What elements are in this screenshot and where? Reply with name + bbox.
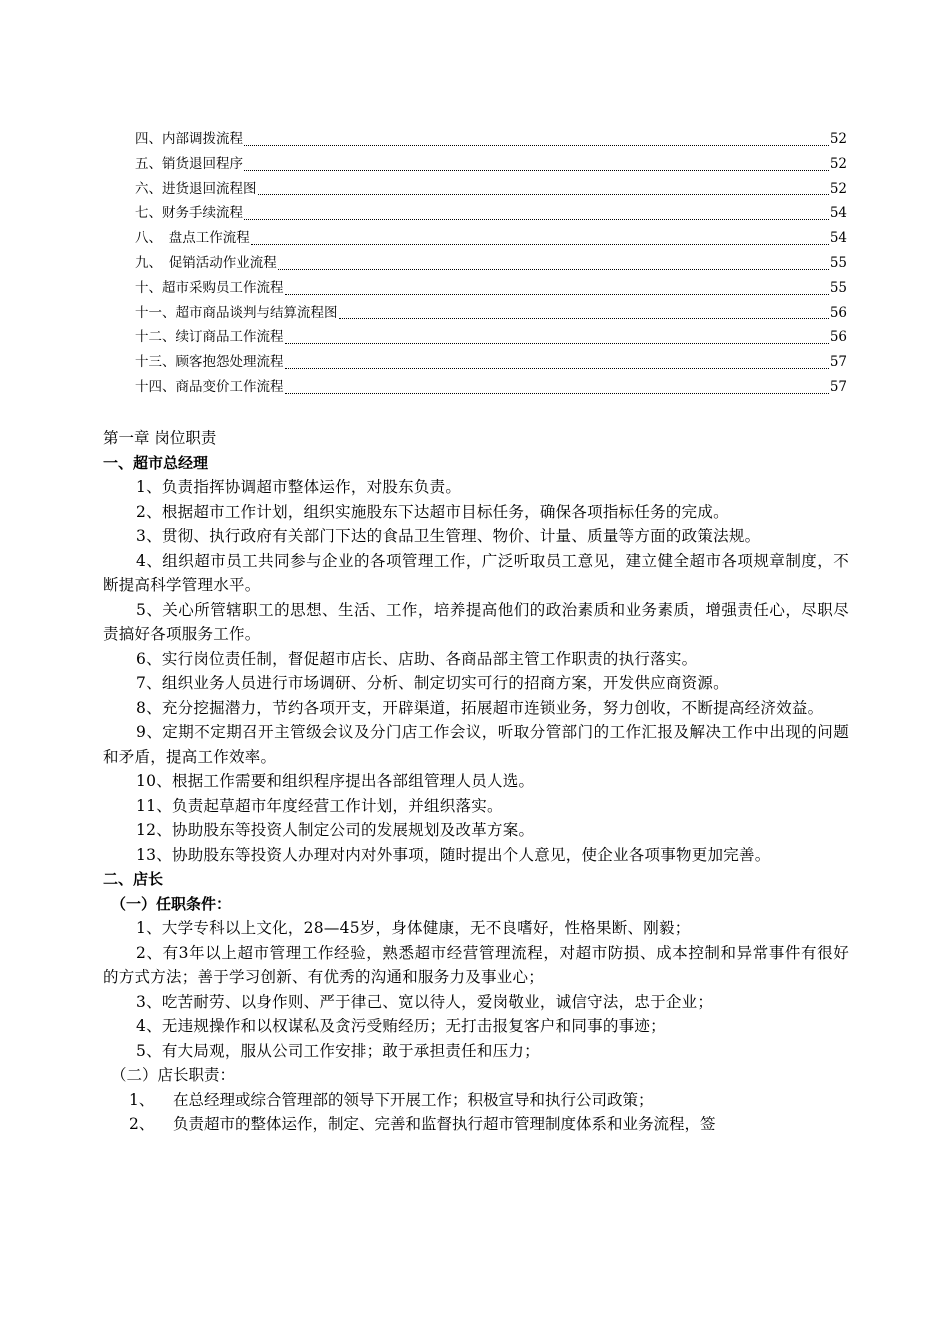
toc-leader-dots [251,230,829,245]
duty-paragraph: 2、根据超市工作计划，组织实施股东下达超市目标任务，确保各项指标任务的完成。 [136,502,729,521]
toc-leader-dots [285,329,829,344]
duty-paragraph: 8、充分挖掘潜力，节约各项开支，开辟渠道，拓展超市连锁业务，努力创收，不断提高经济效益。 [136,698,824,717]
toc-leader-dots [285,280,829,295]
toc-entry-page: 57 [829,354,847,371]
item-number: 1、 [129,1090,155,1109]
toc-entry[interactable] [135,201,847,226]
toc-entry-page: 55 [829,279,847,296]
toc-entry-label: 五、销货退回程序 [135,155,243,172]
toc-entry[interactable] [135,325,847,350]
toc-leader-dots [258,180,829,195]
toc-entry[interactable] [135,350,847,375]
toc-entry-page: 52 [829,180,847,197]
requirement-paragraph: 2、有3年以上超市管理工作经验，熟悉超市经营管理流程，对超市防损、成本控制和异常事件有很好的方式方法；善于学习创新、有优秀的沟通和服务力及事业心； [103,943,849,986]
toc-entry-label: 十三、顾客抱怨处理流程 [135,354,284,371]
toc-entry-page: 52 [829,155,847,172]
section-heading: 一、超市总经理 [103,453,209,472]
toc-entry-page: 54 [829,230,847,247]
toc-entry-label: 十二、续订商品工作流程 [135,329,284,346]
duty-paragraph: 1、负责指挥协调超市整体运作，对股东负责。 [136,478,462,496]
toc-entry-label: 十一、超市商品谈判与结算流程图 [135,304,338,321]
toc-leader-dots [285,379,829,394]
document-body [103,426,849,1137]
toc-entry-page: 55 [829,254,847,271]
toc-entry[interactable] [135,177,847,202]
requirement-paragraph: 1、大学专科以上文化，28—45岁，身体健康，无不良嗜好，性格果断、刚毅； [136,919,691,937]
toc-entry[interactable] [135,226,847,251]
item-text: 负责超市的整体运作，制定、完善和监督执行超市管理制度体系和业务流程，签 [173,1115,716,1133]
subsection-heading: （二）店长职责： [111,1066,236,1084]
toc-entry-label: 七、财务手续流程 [135,205,243,222]
toc-leader-dots [285,354,829,369]
toc-entry-page: 56 [829,329,847,346]
section-heading: 二、店长 [103,870,164,888]
toc-leader-dots [244,131,829,146]
toc-leader-dots [339,304,829,319]
duty-paragraph: 6、实行岗位责任制，督促超市店长、店助、各商品部主管工作职责的执行落实。 [136,649,698,668]
toc-entry-page: 54 [829,205,847,222]
duty-paragraph: 11、负责起草超市年度经营工作计划，并组织落实。 [136,796,503,815]
item-text: 在总经理或综合管理部的领导下开展工作；积极宣导和执行公司政策； [173,1090,654,1109]
toc-entry[interactable] [135,127,847,152]
duty-paragraph: 9、定期不定期召开主管级会议及分门店工作会议，听取分管部门的工作汇报及解决工作中出现的问题和矛盾，提高工作效率。 [103,723,849,766]
requirement-paragraph: 4、无违规操作和以权谋私及贪污受贿经历；无打击报复客户和同事的事迹； [136,1017,666,1035]
toc-entry-page: 57 [829,378,847,395]
toc-entry[interactable] [135,251,847,276]
toc-entry-label: 十、超市采购员工作流程 [135,279,284,296]
numbered-item [103,1088,849,1113]
toc-entry-label: 六、进货退回流程图 [135,180,257,197]
table-of-contents [135,127,847,400]
requirement-paragraph: 5、有大局观，服从公司工作安排；敢于承担责任和压力； [136,1041,540,1060]
duty-paragraph: 10、根据工作需要和组织程序提出各部组管理人员人选。 [136,772,535,790]
toc-leader-dots [278,255,829,270]
toc-entry[interactable] [135,301,847,326]
toc-entry-page: 56 [829,304,847,321]
duty-paragraph: 5、关心所管辖职工的思想、生活、工作，培养提高他们的政治素质和业务素质，增强责任心，尽职尽责搞好各项服务工作。 [103,600,849,643]
toc-leader-dots [244,156,829,171]
duty-paragraph: 13、协助股东等投资人办理对内对外事项，随时提出个人意见，使企业各项事物更加完善。 [136,845,771,864]
toc-entry-page: 52 [829,131,847,147]
toc-entry[interactable] [135,375,847,400]
toc-entry-label: 九、 促销活动作业流程 [135,254,277,271]
subsection-heading: （一）任职条件： [111,894,232,913]
numbered-item [103,1112,849,1137]
duty-paragraph: 7、组织业务人员进行市场调研、分析、制定切实可行的招商方案，开发供应商资源。 [136,674,729,692]
toc-leader-dots [244,205,829,220]
toc-entry-label: 四、内部调拨流程 [135,131,243,147]
duty-paragraph: 3、贯彻、执行政府有关部门下达的食品卫生管理、物价、计量、质量等方面的政策法规。 [136,527,761,545]
duty-paragraph: 12、协助股东等投资人制定公司的发展规划及改革方案。 [136,821,535,839]
item-number: 2、 [129,1115,155,1133]
toc-entry[interactable] [135,276,847,301]
toc-entry[interactable] [135,152,847,177]
chapter-title: 第一章 岗位职责 [103,429,217,447]
duty-paragraph: 4、组织超市员工共同参与企业的各项管理工作，广泛听取员工意见，建立健全超市各项规章制度，不断提高科学管理水平。 [103,551,849,594]
toc-entry-label: 八、 盘点工作流程 [135,230,250,247]
toc-entry-label: 十四、商品变价工作流程 [135,378,284,395]
requirement-paragraph: 3、吃苦耐劳、以身作则、严于律己、宽以待人，爱岗敬业，诚信守法，忠于企业； [136,992,714,1011]
